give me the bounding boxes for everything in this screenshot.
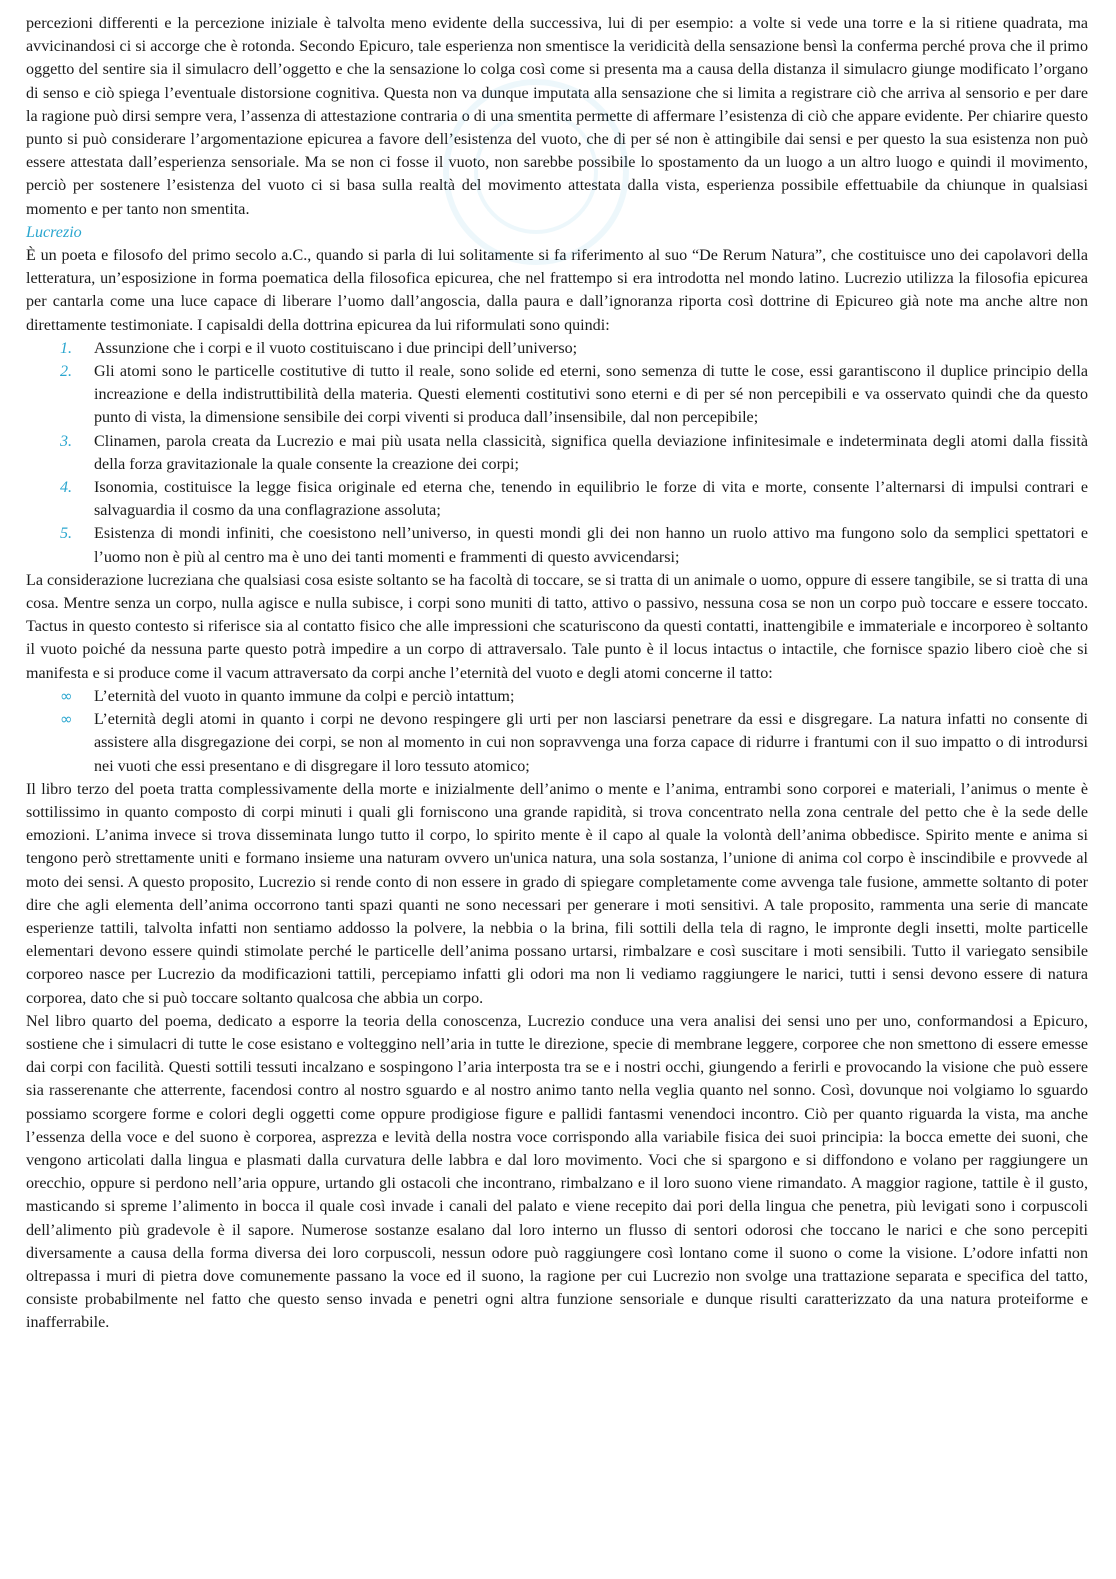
- list-item-text: Gli atomi sono le particelle costitutive di tutto il reale, sono solide ed eterni, sono semenza di tutte le cose, essi garantiscono il duplice principio della increazione e della indistruttibilità della materia. Questi elementi costitutivi sono eterni e di per sé non percepibili e va osservato quindi che da questo punto di vista, la dimensione sensibile dei corpi viventi si produca dall’insensibile, dal non percepibile;: [94, 363, 1088, 427]
- list-marker: 3.: [60, 432, 73, 450]
- list-item: [26, 522, 1088, 568]
- infinity-icon: ∞: [60, 710, 73, 729]
- section-heading-lucrezio: Lucrezio: [26, 223, 82, 241]
- paragraph-tactus: La considerazione lucreziana che qualsiasi cosa esiste soltanto se ha facoltà di toccare, se si tratta di un animale o uomo, oppure di essere tangibile, se si tratta di una cosa. Mentre senza un corpo, nulla agisce e nulla subisce, i corpi sono muniti di tatto, attivo o passivo, nessuna cosa se non un corpo può toccare e essere toccato. Tactus in questo contesto si riferisce sia al contatto fisico che alle impressioni che scaturiscono da questi contatti, inattengibile e immateriale e incorporeo è soltanto il vuoto poiché da nessuna parte questo potrà impedire a un corpo di attraversalo. Tale punto è il locus intactus o intactile, che fornisce spazio libero cioè che si manifesta e si produce come il vacum attraversato da corpi anche l’eternità del vuoto e degli atomi concerne il tatto:: [26, 571, 1088, 682]
- paragraph-lucrezio-intro: È un poeta e filosofo del primo secolo a.C., quando si parla di lui solitamente si fa riferimento al suo “De Rerum Natura”, che costituisce uno dei capolavori della letteratura, un’esposizione in forma poematica della filosofica epicurea, che nel frattempo si era introdotta nel mondo latino. Lucrezio utilizza la filosofia epicurea per cantarla come una luce capace di liberare l’uomo dall’angoscia, dalla paura e dall’ignoranza riporta così dottrine di Epicureo già note ma anche altre non direttamente testimoniate. I capisaldi della dottrina epicurea da lui riformulati sono quindi:: [26, 247, 1088, 334]
- list-marker: 4.: [60, 479, 73, 497]
- paragraph-libro-quarto: Nel libro quarto del poema, dedicato a esporre la teoria della conoscenza, Lucrezio conduce una vera analisi dei sensi uno per uno, conformandosi a Epicuro, sostiene che i simulacri di tutte le cose esistano e volteggino nell’aria in tutte le direzione, specie di membrane leggere, corporee che non smettono di essere emesse dai corpi con facilità. Questi sottili tessuti incalzano e sospingono l’aria interposta tra se e i nostri occhi, giungendo a ferirli e provocando la visione che può essere sia rasserenante che atterrente, facendosi contro al nostro sguardo e al nostro animo tanto nella veglia quanto nel sonno. Così, dovunque noi volgiamo lo sguardo possiamo scorgere forme e colori degli oggetti come oppure prodigiose figure e pallidi fantasmi venendoci incontro. Ciò per quanto riguarda la vista, ma anche l’essenza della voce e del suono è corporea, asprezza e levità della nostra voce corrispondo alla variabile fisica dei suoi principia: la bocca emette dei suoni, che vengono articolati dalla lingua e plasmati dalla curvatura delle labbra e dal loro movimento. Voci che si spargono e si diffondono e volano per raggiungere un orecchio, oppure si perdono nell’aria oppure, urtando gli ostacoli che incontrano, rimbalzano e il loro suono viene rimandato. A maggior ragione, tattile è il gusto, masticando si spreme l’alimento in bocca il quale così invade i canali del palato e viene recepito dai pori della lingua che penetra, più levigati sono i corpuscoli dell’alimento più gradevole è il sapore. Numerose sostanze esalano dal loro interno un flusso di sentori odorosi che toccano le narici e che sono percepiti diversamente a causa della forma diversa dei loro corpuscoli, nessun odore può raggiungere così lontano come il suono o come la visione. L’odore infatti non oltrepassa i muri di pietra dove comunemente passano la voce ed il suono, la ragione per cui Lucrezio non svolge una trattazione separata e specifica del tatto, consiste probabilmente nel fatto che questo senso invada e penetri ogni altra funzione sensoriale e dunque risulti caratterizzato da una natura proteiforme e inafferrabile.: [26, 1012, 1088, 1332]
- document-page: [26, 12, 1088, 1335]
- list-item: [26, 476, 1088, 522]
- infinity-icon: ∞: [60, 686, 73, 705]
- list-item: [26, 685, 1088, 708]
- list-item-text: L’eternità degli atomi in quanto i corpi ne devono respingere gli urti per non lasciarsi penetrare da essi e disgregare. La natura infatti no consente di assistere alla disgregazione dei corpi, se non al momento in cui non sopravvenga una forza capace di ridurre i frantumi con il suo impatto o di introdursi nei vuoti che essi presentano e di disgregare il loro tessuto atomico;: [94, 711, 1088, 775]
- list-item: [26, 430, 1088, 476]
- principles-list: [26, 337, 1088, 569]
- paragraph-intro: percezioni differenti e la percezione iniziale è talvolta meno evidente della successiva, lui di per esempio: a volte si vede una torre e la si ritiene quadrata, ma avvicinandosi ci si accorge che è rotonda. Secondo Epicuro, tale esperienza non smentisce la veridicità della sensazione bensì la conferma perché prova che il primo oggetto del sentire sia il simulacro dell’oggetto e che la sensazione lo colga così come si presenta ma a causa della distanza il simulacro giunge modificato l’organo di senso e ciò spiega l’eventuale distorsione cognitiva. Questa non va dunque imputata alla sensazione che si limita a registrare ciò che arriva al sensorio e per dare la ragione può dirsi sempre vera, l’assenza di attestazione contraria o di una smentita permette di affermare l’esistenza di ciò che appare evidente. Per chiarire questo punto si può considerare l’argomentazione epicurea a favore dell’esistenza del vuoto, che di per sé non è attingibile dai sensi e per questo la sua esistenza non può essere attestata dall’esperienza sensoriale. Ma se non ci fosse il vuoto, non sarebbe possibile lo spostamento da un luogo a un altro luogo e quindi il movimento, perciò per sostenere l’esistenza del vuoto ci si basa sulla realtà del movimento attestata dalla vista, esperienza possibile effettuabile da chiunque in qualsiasi momento e per tanto non smentita.: [26, 15, 1088, 218]
- list-item-text: Esistenza di mondi infiniti, che coesistono nell’universo, in questi mondi gli dei non hanno un ruolo attivo ma fungono solo da semplici spettatori e l’uomo non è più al centro ma è uno dei tanti momenti e frammenti di questo avvicendarsi;: [94, 525, 1088, 566]
- list-item: [26, 708, 1088, 778]
- list-item-text: Clinamen, parola creata da Lucrezio e mai più usata nella classicità, significa quella deviazione infinitesimale e indeterminata degli atomi dalla fissità della forza gravitazionale la quale consente la creazione dei corpi;: [94, 432, 1088, 473]
- list-item: [26, 337, 1088, 360]
- list-item-text: Assunzione che i corpi e il vuoto costituiscano i due principi dell’universo;: [94, 339, 578, 357]
- list-marker: 2.: [60, 363, 73, 381]
- eternity-list: [26, 685, 1088, 778]
- paragraph-libro-terzo: Il libro terzo del poeta tratta complessivamente della morte e inizialmente dell’animo o mente e l’anima, entrambi sono corporei e materiali, l’animus o mente è sottilissimo in quanto composto di corpi minuti i quali gli forniscono una grande rapidità, si trova concentrato nella zona centrale del petto che è la sede delle emozioni. L’anima invece si trova disseminata lungo tutto il corpo, lo spirito mente è il capo al quale la volontà dell’anima obbedisce. Spirito mente e anima si tengono però strettamente uniti e formano insieme una naturam ovvero un'unica natura, una sola sostanza, l’unione di anima col corpo è inscindibile e provvede al moto dei sensi. A questo proposito, Lucrezio si rende conto di non essere in grado di spiegare completamente come avvenga tale fusione, ammette soltanto di poter dire che agli elementa dell’anima occorrono tanti spazi quanti ne sono necessari per generare i moti sensitivi. A tale proposito, rammenta una serie di mancate esperienze tattili, talvolta infatti non sentiamo addosso la polvere, la nebbia o la brina, fili sottili della tela di ragno, le impronte degli insetti, molte particelle elementari devono essere quindi stimolate perché le particelle dell’anima possano urtarsi, rimbalzare e così suscitare i moti sensibili. Tutto il variegato sensibile corporeo nasce per Lucrezio da modificazioni tattili, percepiamo infatti gli odori ma non li vediamo raggiungere le narici, tutti i sensi devono essere di natura corporea, dato che si può toccare soltanto qualcosa che abbia un corpo.: [26, 780, 1088, 1007]
- list-item-text: L’eternità del vuoto in quanto immune da colpi e perciò intattum;: [94, 687, 515, 705]
- list-item-text: Isonomia, costituisce la legge fisica originale ed eterna che, tenendo in equilibrio le forze di vita e morte, consente l’alternarsi di impulsi contrari e salvaguardia il cosmo da una conflagrazione assoluta;: [94, 479, 1088, 520]
- list-item: [26, 360, 1088, 430]
- list-marker: 1.: [60, 339, 73, 357]
- list-marker: 5.: [60, 525, 73, 543]
